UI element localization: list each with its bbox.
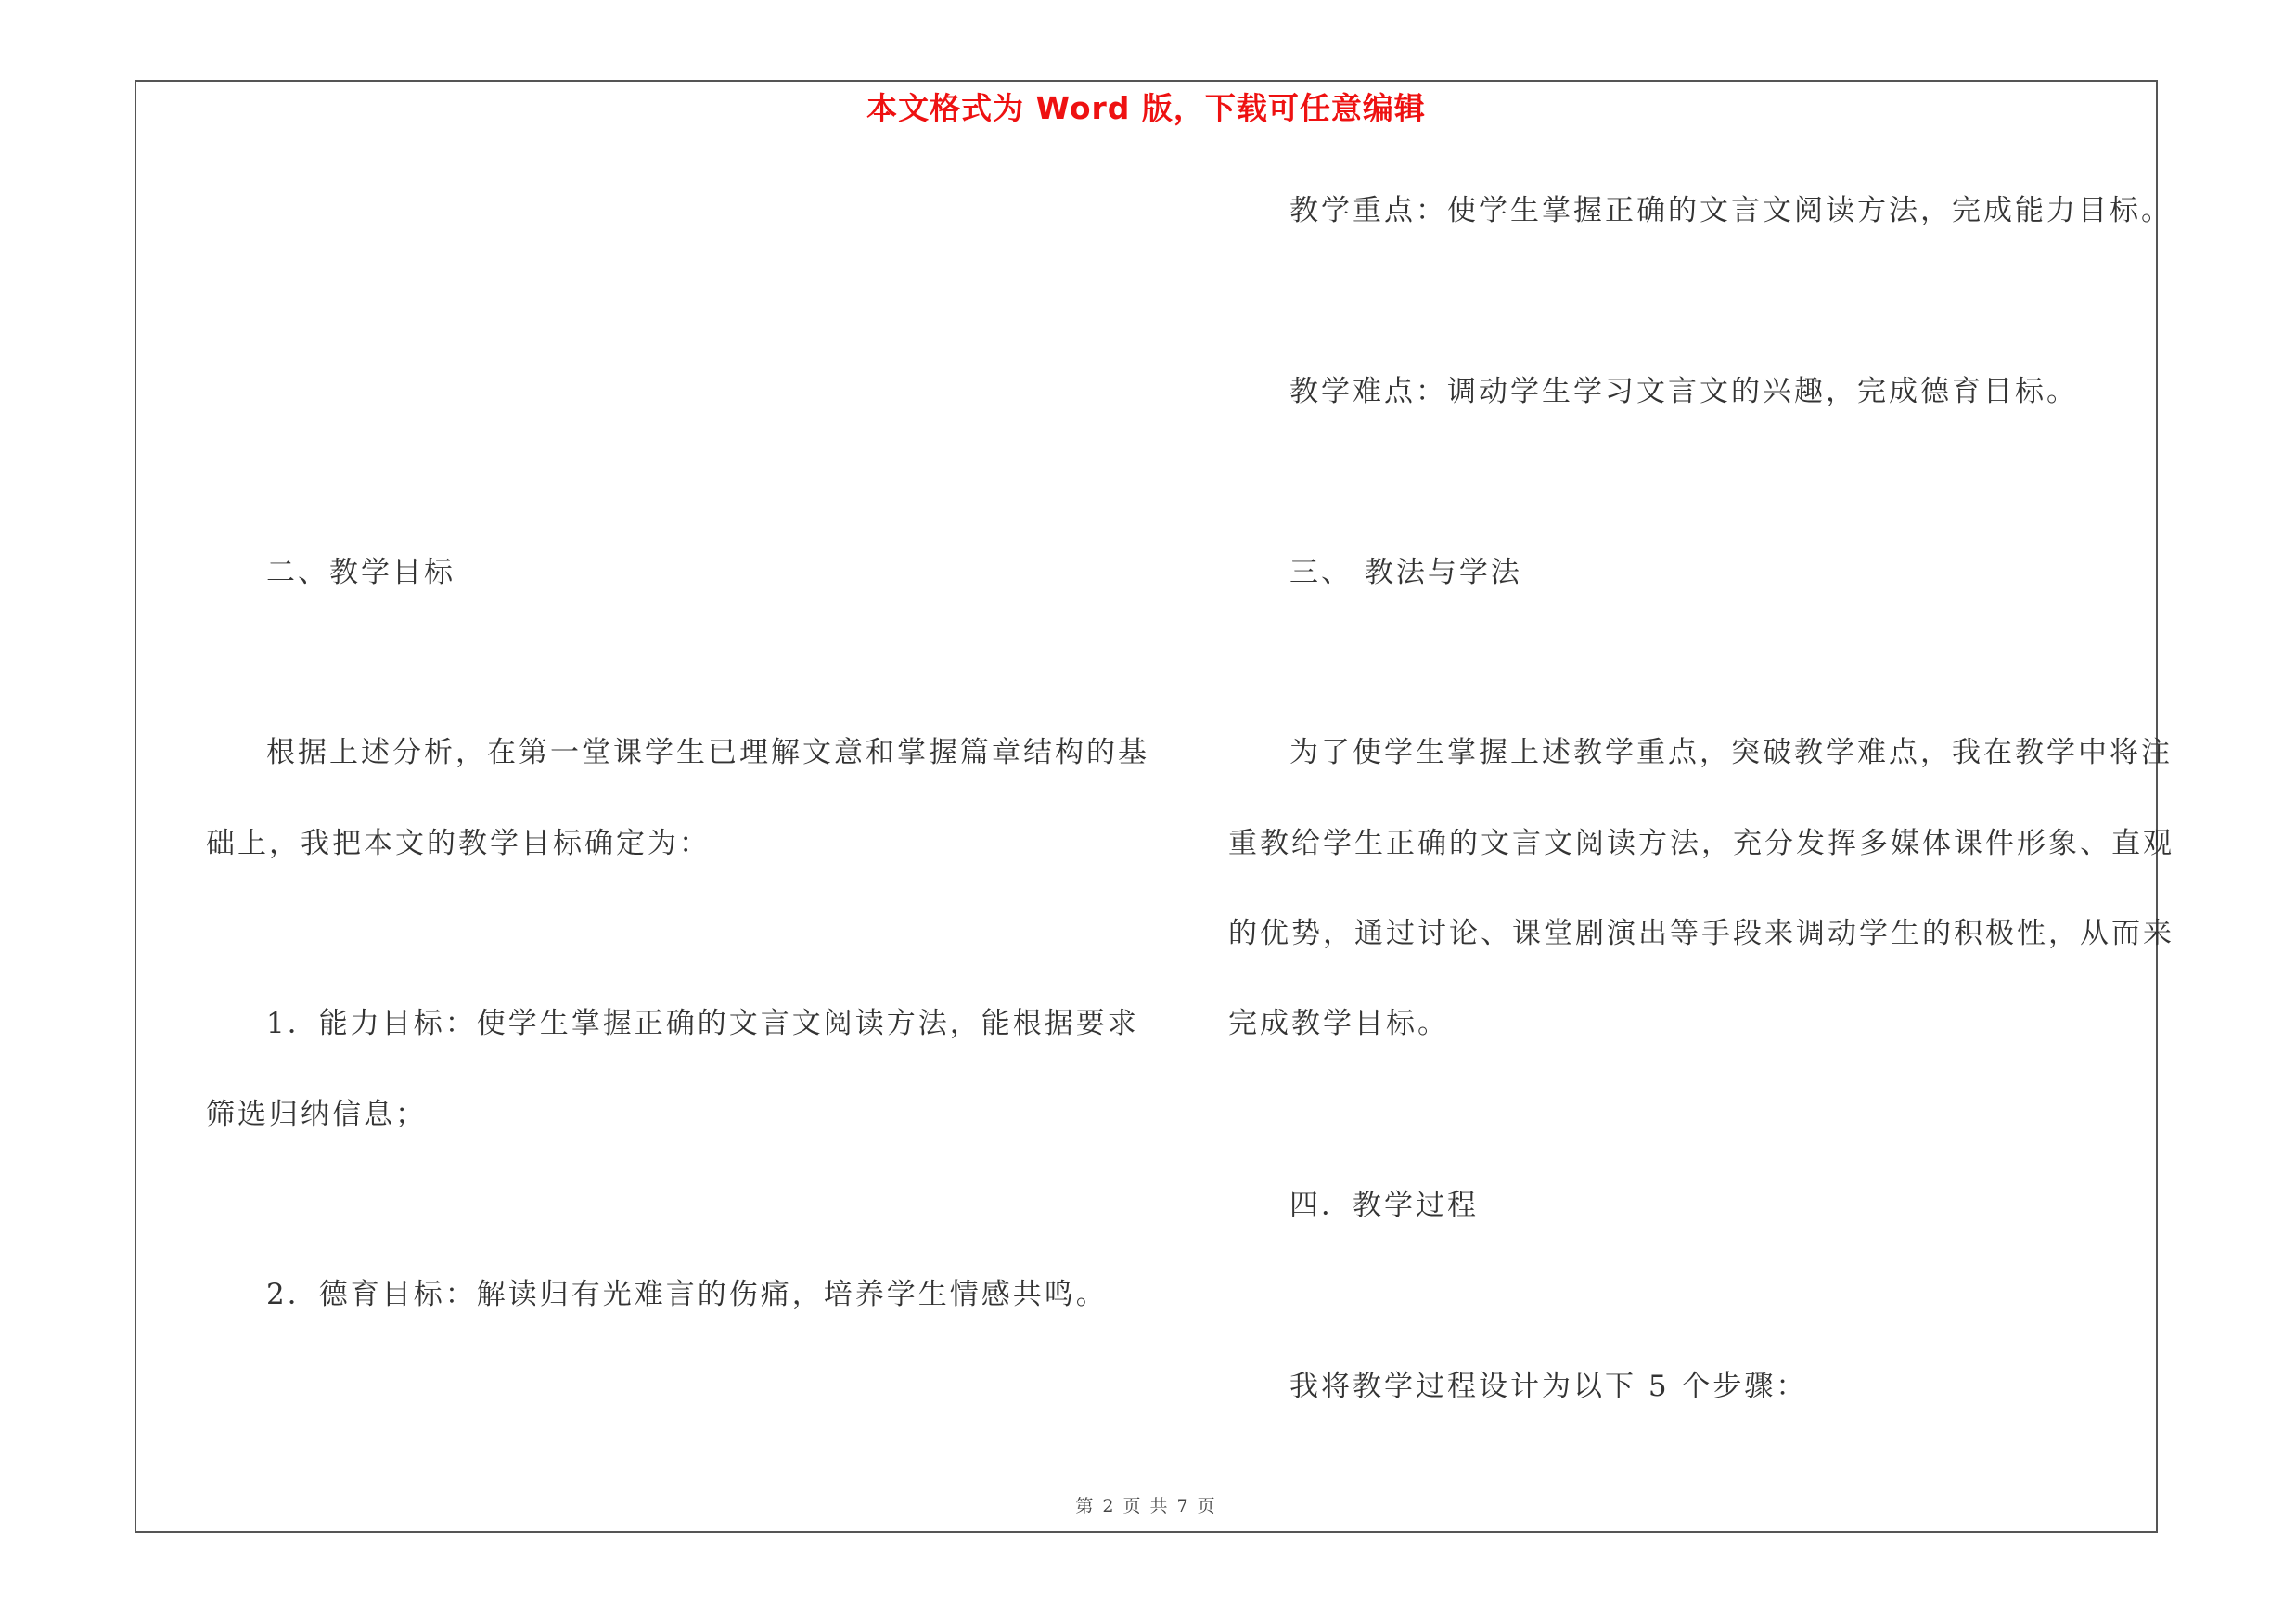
teaching-difficulty: 教学难点：调动学生学习文言文的兴趣，完成德育目标。 — [1289, 375, 2078, 408]
header-banner: 本文格式为 Word 版，下载可任意编辑 — [866, 90, 1426, 126]
method-text-line-1: 为了使学生掌握上述教学重点，突破教学难点，我在教学中将注 — [1289, 736, 2173, 769]
teaching-key-point: 教学重点：使学生掌握正确的文言文阅读方法，完成能力目标。 — [1289, 194, 2173, 227]
ability-goal-line-2: 筛选归纳信息； — [206, 1098, 427, 1131]
section-title-methods: 三、 教法与学法 — [1289, 556, 1522, 589]
page-number-footer: 第 2 页 共 7 页 — [1075, 1496, 1217, 1516]
method-text-line-3: 的优势，通过讨论、课堂剧演出等手段来调动学生的积极性，从而来 — [1228, 917, 2174, 950]
section-title-objectives: 二、教学目标 — [266, 556, 455, 589]
process-intro: 我将教学过程设计为以下 5 个步骤： — [1289, 1370, 1808, 1403]
moral-goal-line-1: 2．德育目标：解读归有光难言的伤痛，培养学生情感共鸣。 — [266, 1278, 1108, 1311]
intro-text-line-1: 根据上述分析，在第一堂课学生已理解文意和掌握篇章结构的基 — [266, 736, 1149, 769]
method-text-line-4: 完成教学目标。 — [1228, 1007, 1449, 1040]
section-title-process: 四．教学过程 — [1289, 1189, 1479, 1222]
page-frame — [135, 80, 2158, 1533]
method-text-line-2: 重教给学生正确的文言文阅读方法，充分发挥多媒体课件形象、直观 — [1228, 827, 2174, 860]
intro-text-line-2: 础上，我把本文的教学目标确定为： — [206, 827, 711, 860]
ability-goal-line-1: 1．能力目标：使学生掌握正确的文言文阅读方法，能根据要求 — [266, 1007, 1139, 1040]
